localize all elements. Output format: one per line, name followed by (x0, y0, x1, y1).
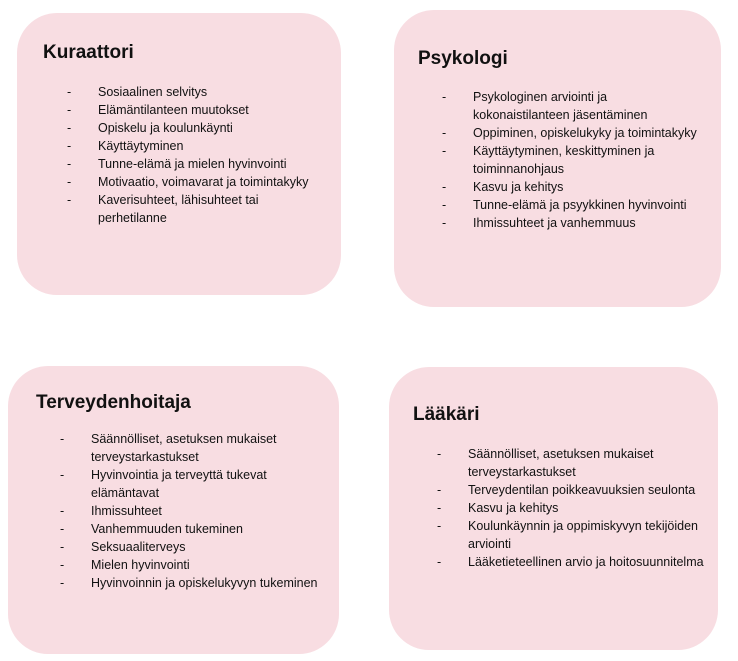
list-item: - Oppiminen, opiskelukyky ja toimintakyky (442, 124, 707, 142)
list-item: - Lääketieteellinen arvio ja hoitosuunnitelma (437, 553, 707, 571)
list-item: - Ihmissuhteet (60, 502, 320, 520)
card-title: Kuraattori (43, 42, 134, 63)
card-laakari (389, 367, 718, 650)
list-item: - Sosiaalinen selvitys (67, 83, 322, 101)
card-title: Lääkäri (413, 404, 480, 425)
list-item: - Psykologinen arviointi ja kokonaistilanteen jäsentäminen (442, 88, 707, 124)
card-list (442, 88, 707, 232)
list-item: - Terveydentilan poikkeavuuksien seulonta (437, 481, 707, 499)
list-item: - Käyttäytyminen (67, 137, 322, 155)
list-item: - Hyvinvoinnin ja opiskelukyvyn tukeminen (60, 574, 320, 592)
list-item: - Seksuaaliterveys (60, 538, 320, 556)
list-item: - Tunne-elämä ja psyykkinen hyvinvointi (442, 196, 707, 214)
list-item: - Kasvu ja kehitys (437, 499, 707, 517)
card-title: Terveydenhoitaja (36, 392, 191, 413)
list-item: - Tunne-elämä ja mielen hyvinvointi (67, 155, 322, 173)
list-item: - Mielen hyvinvointi (60, 556, 320, 574)
card-list (437, 445, 707, 571)
card-title: Psykologi (418, 48, 508, 69)
list-item: - Säännölliset, asetuksen mukaiset terveystarkastukset (437, 445, 707, 481)
list-item: - Koulunkäynnin ja oppimiskyvyn tekijöiden arviointi (437, 517, 707, 553)
list-item: - Ihmissuhteet ja vanhemmuus (442, 214, 707, 232)
list-item: - Käyttäytyminen, keskittyminen ja toiminnanohjaus (442, 142, 707, 178)
list-item: - Opiskelu ja koulunkäynti (67, 119, 322, 137)
card-list (67, 83, 322, 227)
card-list (60, 430, 320, 592)
list-item: - Kasvu ja kehitys (442, 178, 707, 196)
card-terveydenhoitaja (8, 366, 339, 654)
card-kuraattori (17, 13, 341, 295)
list-item: - Motivaatio, voimavarat ja toimintakyky (67, 173, 322, 191)
list-item: - Kaverisuhteet, lähisuhteet tai perhetilanne (67, 191, 322, 227)
list-item: - Säännölliset, asetuksen mukaiset terveystarkastukset (60, 430, 320, 466)
list-item: - Elämäntilanteen muutokset (67, 101, 322, 119)
card-psykologi (394, 10, 721, 307)
list-item: - Vanhemmuuden tukeminen (60, 520, 320, 538)
list-item: - Hyvinvointia ja terveyttä tukevat elämäntavat (60, 466, 320, 502)
